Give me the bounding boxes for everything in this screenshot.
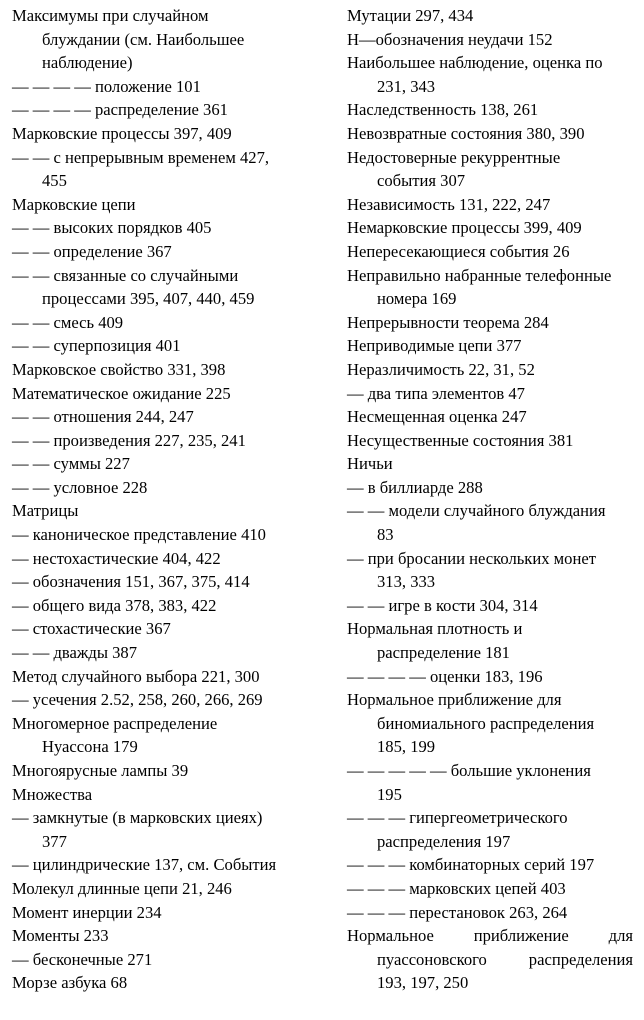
- index-line: Несущественные состояния 381: [347, 430, 574, 450]
- index-line: номера 169: [377, 289, 457, 309]
- index-line: — каноническое представление 410: [12, 525, 266, 545]
- index-line: 83: [377, 525, 394, 545]
- index-line: — — — — оценки 183, 196: [347, 666, 543, 686]
- index-line: Ничьи: [347, 454, 393, 474]
- index-line: — — — — распределение 361: [12, 100, 228, 120]
- index-line: — — определение 367: [12, 241, 172, 261]
- index-line: Марковские цепи: [12, 194, 136, 214]
- index-line: 185, 199: [377, 737, 436, 757]
- index-line: — — — марковских цепей 403: [347, 878, 566, 898]
- index-line: 455: [42, 171, 67, 191]
- index-line: — — суперпозиция 401: [12, 336, 181, 356]
- index-line: Мутации 297, 434: [347, 6, 474, 25]
- index-column-left: [12, 4, 310, 995]
- index-line: Моменты 233: [12, 926, 109, 946]
- index-line: Нормальное приближение для: [347, 926, 633, 946]
- index-line: наблюдение): [42, 53, 133, 73]
- index-line: Многоярусные лампы 39: [12, 761, 189, 780]
- index-line: — цилиндрические 137, см. События: [12, 855, 277, 875]
- index-line: — — с непрерывным временем 427,: [12, 147, 270, 167]
- index-line: — — дважды 387: [12, 643, 138, 663]
- index-column-right: [347, 4, 633, 995]
- index-line: Многомерное распределение: [12, 713, 218, 733]
- index-line: распределение 181: [377, 643, 510, 663]
- index-line: Неправильно набранные телефонные: [347, 265, 612, 285]
- index-line: события 307: [377, 171, 466, 191]
- index-line: — при бросании нескольких монет: [347, 548, 596, 568]
- index-line: Марковские процессы 397, 409: [12, 123, 232, 143]
- index-line: — — высоких порядков 405: [12, 218, 212, 238]
- index-line: — стохастические 367: [12, 619, 171, 639]
- index-line: 313, 333: [377, 572, 436, 592]
- index-line: Наследственность 138, 261: [347, 100, 539, 120]
- index-line: — — связанные со случайными: [12, 265, 239, 285]
- index-line: Молекул длинные цепи 21, 246: [12, 878, 232, 898]
- index-line: 195: [377, 784, 402, 804]
- index-line: Марковское свойство 331, 398: [12, 359, 226, 379]
- index-line: блуждании (см. Наибольшее: [42, 29, 245, 49]
- index-line: процессами 395, 407, 440, 459: [42, 289, 255, 309]
- index-line: — замкнутые (в марковских циеях): [12, 808, 263, 828]
- index-line: — — — — положение 101: [12, 76, 201, 96]
- index-line: — — суммы 227: [12, 454, 130, 474]
- index-line: — — смесь 409: [12, 312, 124, 332]
- index-line: 231, 343: [377, 76, 436, 96]
- index-line: Нормальная плотность и: [347, 619, 523, 639]
- index-line: — в биллиарде 288: [347, 477, 483, 497]
- index-line: Наибольшее наблюдение, оценка по: [347, 53, 603, 73]
- index-line: — — условное 228: [12, 477, 148, 497]
- index-line: Недостоверные рекуррентные: [347, 147, 561, 167]
- index-line: Н—обозначения неудачи 152: [347, 29, 553, 49]
- index-line: Непересекающиеся события 26: [347, 241, 570, 261]
- index-line: Нормальное приближение для: [347, 690, 562, 710]
- index-line: — — — гипергеометрического: [347, 808, 568, 828]
- index-line: Неприводимые цепи 377: [347, 336, 522, 356]
- index-line: Метод случайного выбора 221, 300: [12, 666, 260, 686]
- index-line: — — модели случайного блуждания: [347, 501, 606, 521]
- index-line: — два типа элементов 47: [347, 383, 525, 403]
- index-line: — — игре в кости 304, 314: [347, 595, 538, 615]
- index-line: Множества: [12, 784, 93, 804]
- index-line: Матрицы: [12, 501, 79, 521]
- index-line: Невозвратные состояния 380, 390: [347, 123, 585, 143]
- index-line: — — произведения 227, 235, 241: [12, 430, 246, 450]
- index-line: распределения 197: [377, 831, 511, 851]
- index-line: — — — комбинаторных серий 197: [347, 855, 595, 875]
- index-line: — усечения 2.52, 258, 260, 266, 269: [12, 690, 263, 710]
- index-line: Максимумы при случайном: [12, 6, 209, 25]
- index-line: Неразличимость 22, 31, 52: [347, 359, 535, 379]
- index-line: Независимость 131, 222, 247: [347, 194, 551, 214]
- index-line: Момент инерции 234: [12, 902, 162, 922]
- index-line: Нуассона 179: [42, 737, 138, 757]
- index-line: Несмещенная оценка 247: [347, 407, 527, 427]
- index-line: — обозначения 151, 367, 375, 414: [12, 572, 250, 592]
- index-line: 377: [42, 831, 67, 851]
- index-line: Математическое ожидание 225: [12, 383, 231, 403]
- index-line: 193, 197, 250: [377, 973, 469, 993]
- index-line: — — отношения 244, 247: [12, 407, 194, 427]
- index-line: — общего вида 378, 383, 422: [12, 595, 217, 615]
- index-line: — — — перестановок 263, 264: [347, 902, 568, 922]
- index-line: пуассоновского распределения: [377, 949, 633, 969]
- index-line: биномиального распределения: [377, 713, 595, 733]
- index-line: — нестохастические 404, 422: [12, 548, 221, 568]
- index-line: Непрерывности теорема 284: [347, 312, 549, 332]
- index-line: — бесконечные 271: [12, 949, 153, 969]
- index-line: Немарковские процессы 399, 409: [347, 218, 582, 238]
- index-line: — — — — — большие уклонения: [347, 761, 591, 780]
- index-line: Морзе азбука 68: [12, 973, 128, 993]
